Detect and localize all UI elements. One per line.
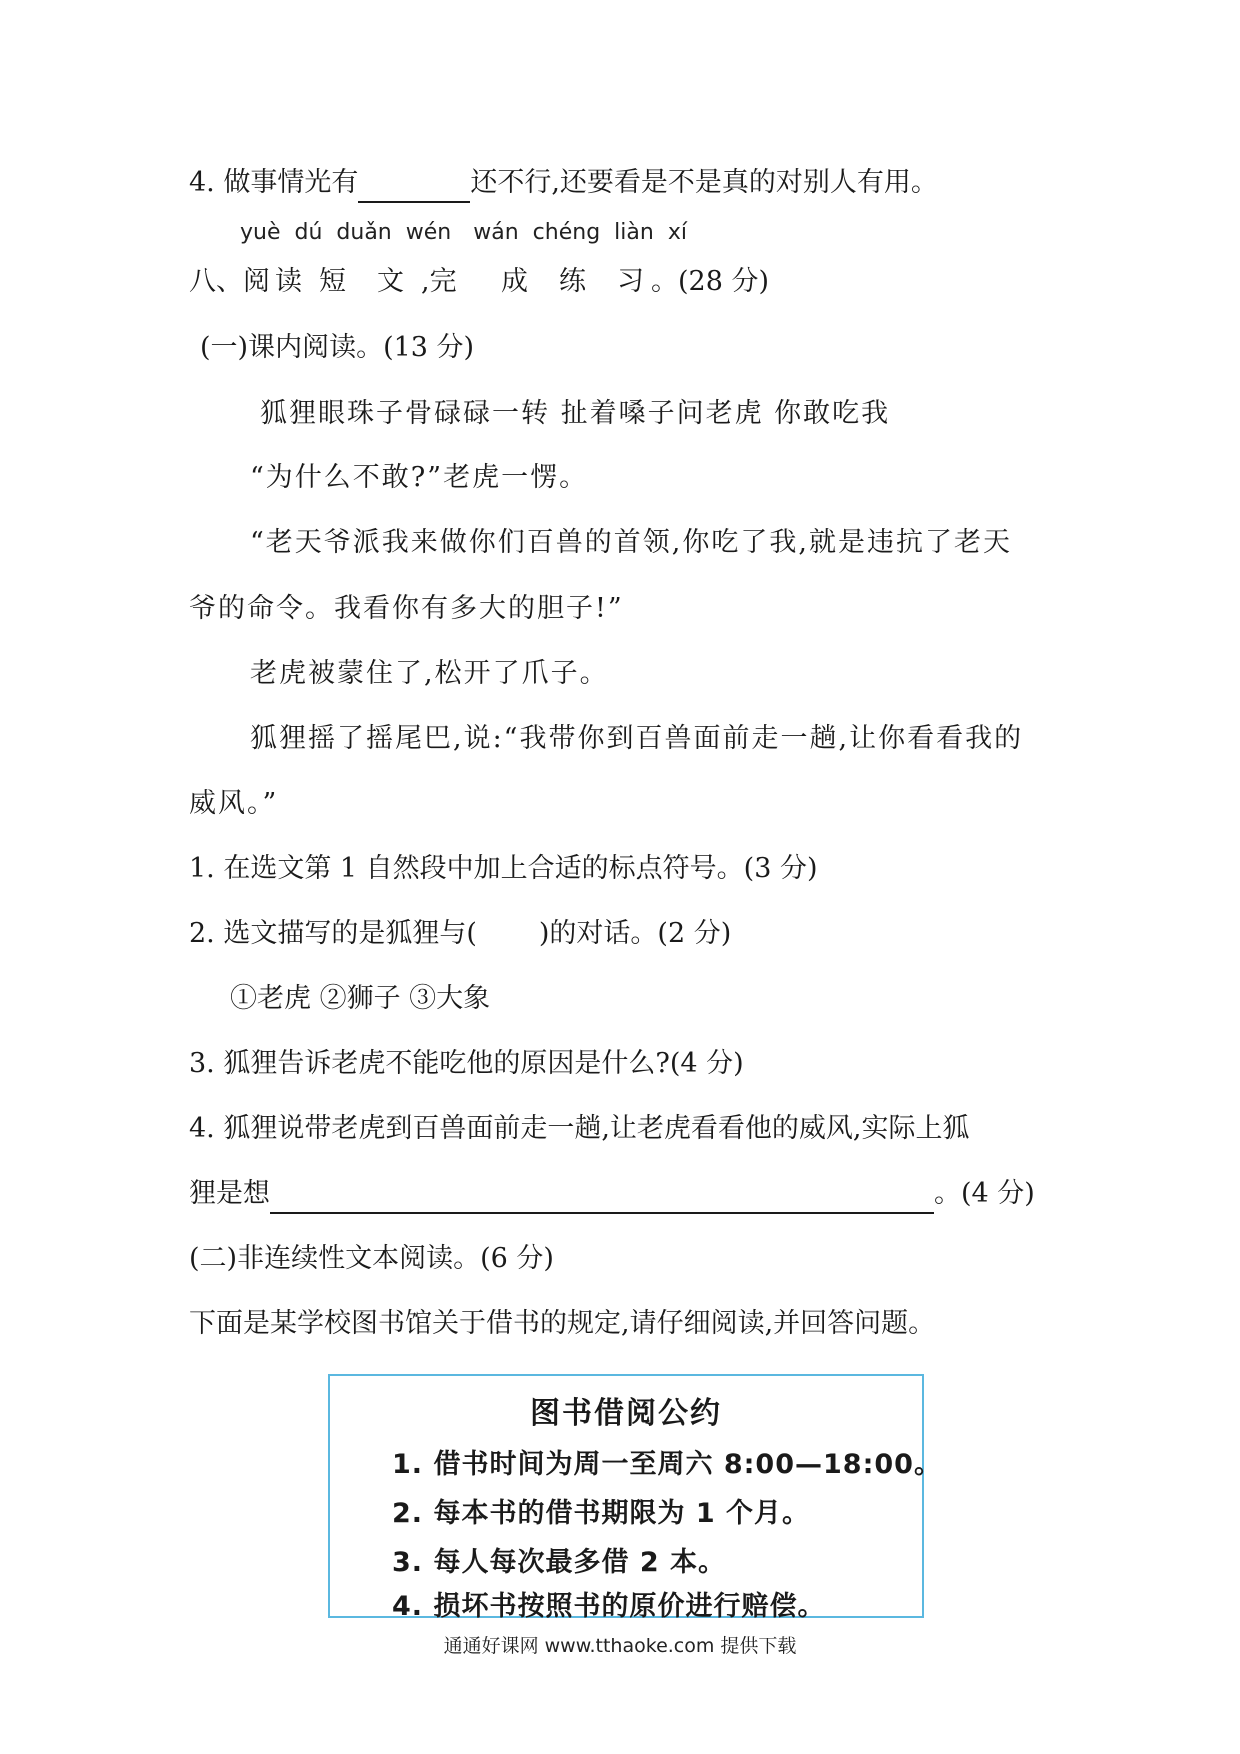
passage-line-3: “老天爷派我来做你们百兽的首领,你吃了我,就是违抗了老天 (250, 527, 1012, 558)
part2-heading: (二)非连续性文本阅读。(6 分) (189, 1243, 554, 1274)
q4-fill-after: 还不行,还要看是不是真的对别人有用。 (470, 167, 938, 198)
s8-char-8: 习 (617, 266, 644, 297)
passage-line-1: 狐狸眼珠子骨碌碌一转 扯着嗓子问老虎 你敢吃我 (260, 398, 891, 429)
s8-char-4: 文 (377, 266, 404, 297)
q4-line2-after: 。(4 分) (934, 1178, 1035, 1209)
footer-source: 通通好课网 www.tthaoke.com 提供下载 (443, 1635, 797, 1657)
passage-line-4: 爷的命令。我看你有多大的胆子!” (189, 593, 624, 624)
question-1: 1. 在选文第 1 自然段中加上合适的标点符号。(3 分) (189, 853, 818, 884)
s8-char-6: 成 (501, 266, 528, 297)
q4-fill-blank[interactable] (358, 171, 470, 203)
passage-line-6: 狐狸摇了摇尾巴,说:“我带你到百兽面前走一趟,让你看看我的 (250, 723, 1024, 754)
s8-char-3: 短 (319, 266, 346, 297)
pinyin-5: wán (473, 220, 519, 245)
pinyin-3: duǎn (336, 220, 392, 245)
rule-2: 2. 每本书的借书期限为 1 个月。 (392, 1498, 811, 1529)
passage-line-5: 老虎被蒙住了,松开了爪子。 (250, 658, 609, 689)
q2-after: )的对话。(2 分) (538, 918, 732, 949)
question-2 (189, 914, 731, 954)
pinyin-row (240, 218, 701, 248)
s8-char-2: 读 (275, 266, 302, 297)
q4-fill-before: 4. 做事情光有 (189, 167, 359, 198)
library-rules-box (328, 1374, 942, 1622)
s8-score: 。(28 分) (651, 266, 770, 297)
pinyin-1: yuè (240, 220, 281, 245)
question-4-line-2 (189, 1174, 1035, 1214)
q4-line2-before: 狸是想 (189, 1178, 270, 1209)
q4-answer-blank[interactable] (270, 1182, 934, 1214)
pinyin-4: wén (405, 220, 452, 245)
pinyin-6: chéng (532, 220, 601, 245)
passage-line-7: 威风。” (189, 788, 279, 819)
s8-char-1: 八、阅 (189, 266, 270, 297)
s8-char-5: ,完 (421, 266, 457, 297)
section-8-heading (189, 262, 769, 302)
passage-line-2: “为什么不敢?”老虎一愣。 (250, 462, 589, 493)
rule-4: 4. 损坏书按照书的原价进行赔偿。 (392, 1591, 826, 1622)
q2-before: 2. 选文描写的是狐狸与( (189, 918, 477, 949)
pinyin-7: liàn (614, 220, 654, 245)
pinyin-8: xí (667, 220, 687, 245)
q4-fill-line (189, 163, 938, 203)
pinyin-2: dú (294, 220, 323, 245)
rule-1: 1. 借书时间为周一至周六 8:00—18:00。 (392, 1449, 942, 1480)
question-4-line-1: 4. 狐狸说带老虎到百兽面前走一趟,让老虎看看他的威风,实际上狐 (189, 1113, 970, 1144)
part1-heading: (一)课内阅读。(13 分) (200, 332, 475, 363)
rule-3: 3. 每人每次最多借 2 本。 (392, 1547, 727, 1578)
question-3: 3. 狐狸告诉老虎不能吃他的原因是什么?(4 分) (189, 1048, 744, 1079)
part2-intro: 下面是某学校图书馆关于借书的规定,请仔细阅读,并回答问题。 (189, 1308, 936, 1339)
library-rules-title: 图书借阅公约 (530, 1396, 722, 1431)
question-2-options: ①老虎 ②狮子 ③大象 (230, 983, 491, 1014)
s8-char-7: 练 (559, 266, 586, 297)
